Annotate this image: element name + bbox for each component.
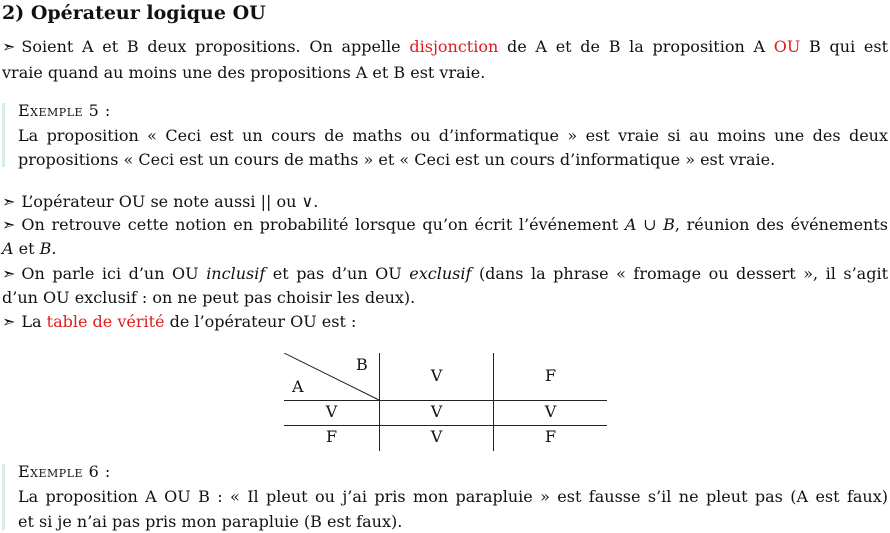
example-5-line-2: propositions « Ceci est un cours de maths » et « Ceci est un cours d’informatique » est vraie. — [18, 150, 776, 169]
intro-text: de A et de B la proposition A — [498, 37, 774, 56]
example-bar — [2, 464, 5, 530]
example-5-title: Exemple 5 : — [18, 101, 111, 120]
example-6-title: Exemple 6 : — [18, 462, 111, 481]
term-table-de-verite: table de vérité — [46, 312, 165, 331]
row-label: F — [325, 427, 338, 446]
truth-table — [284, 353, 607, 451]
bullet-truth-table: ➣ La table de vérité de l’opérateur OU est : — [2, 312, 357, 331]
table-cell: V — [430, 427, 443, 446]
col-header: F — [544, 366, 557, 385]
example-6-line-2: et si je n’ai pas pris mon parapluie (B est faux). — [18, 512, 403, 531]
example-bar — [2, 103, 5, 167]
table-hline — [284, 400, 607, 401]
arrow-bullet-icon: ➣ — [2, 192, 16, 211]
table-hline — [284, 425, 607, 426]
bullet-inclusive-line-1: ➣ On parle ici d’un OU inclusif et pas d’un OU exclusif (dans la phrase « fromage ou dessert », il s’agit — [2, 264, 889, 283]
arrow-bullet-icon: ➣ — [2, 312, 16, 331]
bullet-probability-line-1: ➣ On retrouve cette notion en probabilité lorsque qu’on écrit l’événement A ∪ B, réunion des événements — [2, 215, 889, 234]
term-ou: OU — [773, 37, 801, 56]
corner-row-label: A — [292, 377, 304, 396]
bullet-inclusive-line-2: d’un OU exclusif : on ne peut pas choisir les deux). — [2, 288, 416, 307]
bullet-notation: ➣ L’opérateur OU se note aussi || ou ∨. — [2, 192, 319, 211]
table-cell: V — [430, 402, 443, 421]
intro-text: B qui est — [800, 37, 889, 56]
section-title: 2) Opérateur logique OU — [2, 2, 266, 24]
row-label: V — [325, 402, 338, 421]
term-exclusif: exclusif — [409, 264, 472, 283]
col-header: V — [430, 366, 443, 385]
arrow-bullet-icon: ➣ — [2, 264, 16, 283]
corner-col-label: B — [356, 355, 368, 374]
math-union: A ∪ B — [624, 215, 675, 234]
table-cell: F — [544, 427, 557, 446]
intro-line-2: vraie quand au moins une des propositions A et B est vraie. — [2, 63, 486, 82]
term-inclusif: inclusif — [206, 264, 266, 283]
term-disjonction: disjonction — [409, 37, 499, 56]
example-6-line-1: La proposition A OU B : « Il pleut ou j’ai pris mon parapluie » est fausse s’il ne pleut pas (A est faux) — [18, 487, 888, 506]
intro-text: Soient A et B deux propositions. On appelle — [21, 37, 410, 56]
arrow-bullet-icon: ➣ — [2, 215, 16, 234]
example-5-line-1: La proposition « Ceci est un cours de maths ou d’informatique » est vraie si au moins une des deux — [18, 126, 888, 145]
intro-line-1 — [2, 37, 888, 56]
table-cell: V — [544, 402, 557, 421]
arrow-bullet-icon: ➣ — [2, 37, 16, 56]
bullet-probability-line-2: A et B. — [2, 239, 57, 258]
